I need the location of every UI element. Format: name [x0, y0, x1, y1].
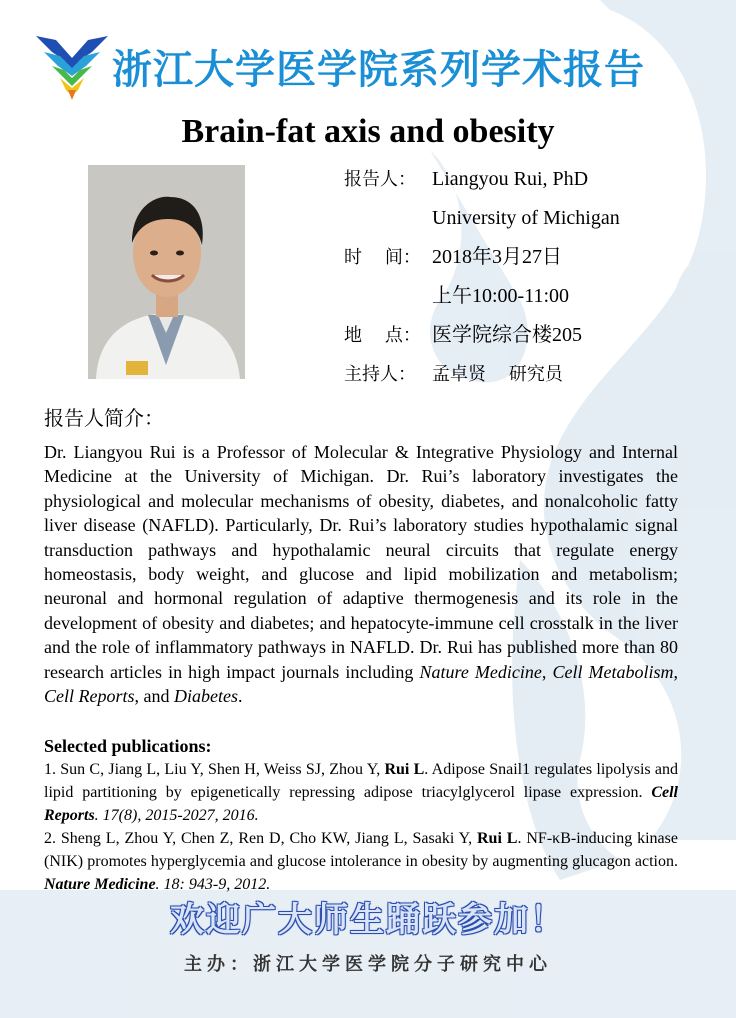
publication-journal: Cell Reports: [44, 784, 678, 824]
organizer-line: 主办：浙江大学医学院分子研究中心: [184, 954, 552, 975]
journal-nature-medicine: Nature Medicine: [419, 661, 542, 682]
welcome-banner: 欢迎广大师生踊跃参加！: [170, 900, 566, 940]
speaker-name: Liangyou Rui, PhD: [432, 168, 589, 190]
host-row: [344, 359, 563, 389]
place-label: 地 点：: [344, 325, 421, 346]
highlighted-author: Rui L: [476, 830, 518, 847]
affiliation-row: [344, 203, 620, 233]
bio-heading: 报告人简介：: [44, 406, 164, 430]
header-title: 浙江大学医学院系列学术报告: [112, 47, 645, 93]
speaker-affiliation: University of Michigan: [432, 207, 620, 229]
publications-heading: Selected publications:: [44, 736, 212, 756]
talk-date: 2018年3月27日: [432, 246, 562, 268]
host-label: 主持人：: [344, 364, 416, 385]
journal-cell-reports: Cell Reports: [44, 686, 135, 707]
publication-list: [44, 758, 678, 896]
time-row: [344, 281, 569, 311]
publication-item: 1. Sun C, Jiang L, Liu Y, Shen H, Weiss SJ, Zhou Y, Rui L. Adipose Snail1 regulates lipolysis and lipid partitioning by epigenetically repressing adipose triacylglycerol lipase expression. Cell Reports. 17(8), 2015-2027, 2016.: [44, 761, 678, 824]
zju-eagle-logo-icon: [34, 30, 110, 102]
publication-item: 2. Sheng L, Zhou Y, Chen Z, Ren D, Cho KW, Jiang L, Sasaki Y, Rui L. NF-κB-inducing kinase (NIK) promotes hyperglycemia and glucose intolerance in obesity by augmenting glucagon action. Nature Medicine. 18: 943-9, 2012.: [44, 830, 678, 893]
speaker-row: [344, 164, 588, 194]
highlighted-author: Rui L: [384, 761, 425, 778]
journal-diabetes: Diabetes: [174, 686, 238, 707]
journal-cell-metabolism: Cell Metabolism: [552, 661, 674, 682]
speaker-label: 报告人：: [344, 169, 416, 190]
date-row: [344, 242, 562, 272]
bio-paragraph: Dr. Liangyou Rui is a Professor of Molecular & Integrative Physiology and Internal Medicine at the University of Michigan. Dr. Rui’s laboratory investigates the physiological and molecular mechanisms of obesity, diabetes, and nonalcoholic fatty liver disease (NAFLD). Particularly, Dr. Rui’s laboratory studies hypothalamic signal transduction pathways and hypothalamic neural circuits that regulate energy homeostasis, body weight, and glucose and lipid mobilization and metabolism; neuronal and hormonal regulation of adaptive thermogenesis and its role in the development of obesity and diabetes; and hepatocyte-immune cell crosstalk in the liver and the role of inflammatory pathways in NAFLD. Dr. Rui has published more than 80 research articles in high impact journals including Nature Medicine, Cell Metabolism, Cell Reports, and Diabetes.: [44, 442, 679, 707]
talk-place: 医学院综合楼205: [432, 324, 582, 346]
publication-journal: Nature Medicine: [44, 876, 156, 893]
time-label: 时 间：: [344, 247, 421, 268]
talk-title: Brain-fat axis and obesity: [181, 113, 555, 150]
bio-text: Dr. Liangyou Rui is a Professor of Molecular & Integrative Physiology and Internal Medicine at the University of Michigan. Dr. Rui’s laboratory investigates the physiological and molecular mechanisms of obesity, diabetes, and nonalcoholic fatty liver disease (NAFLD). Particularly, Dr. Rui’s laboratory studies hypothalamic signal transduction pathways and hypothalamic neural circuits that regulate energy homeostasis, body weight, and glucose and lipid mobilization and metabolism; neuronal and hormonal regulation of adaptive thermogenesis and its role in the development of obesity and diabetes; and hepatocyte-immune cell crosstalk in the liver and the role of inflammatory pathways in NAFLD. Dr. Rui has published more than 80 research articles in high impact journals including: [44, 442, 678, 682]
place-row: [344, 320, 582, 350]
talk-time: 上午10:00-11:00: [432, 285, 570, 307]
speaker-portrait-icon: [88, 165, 245, 379]
talk-host: 孟卓贤 研究员: [432, 364, 563, 385]
